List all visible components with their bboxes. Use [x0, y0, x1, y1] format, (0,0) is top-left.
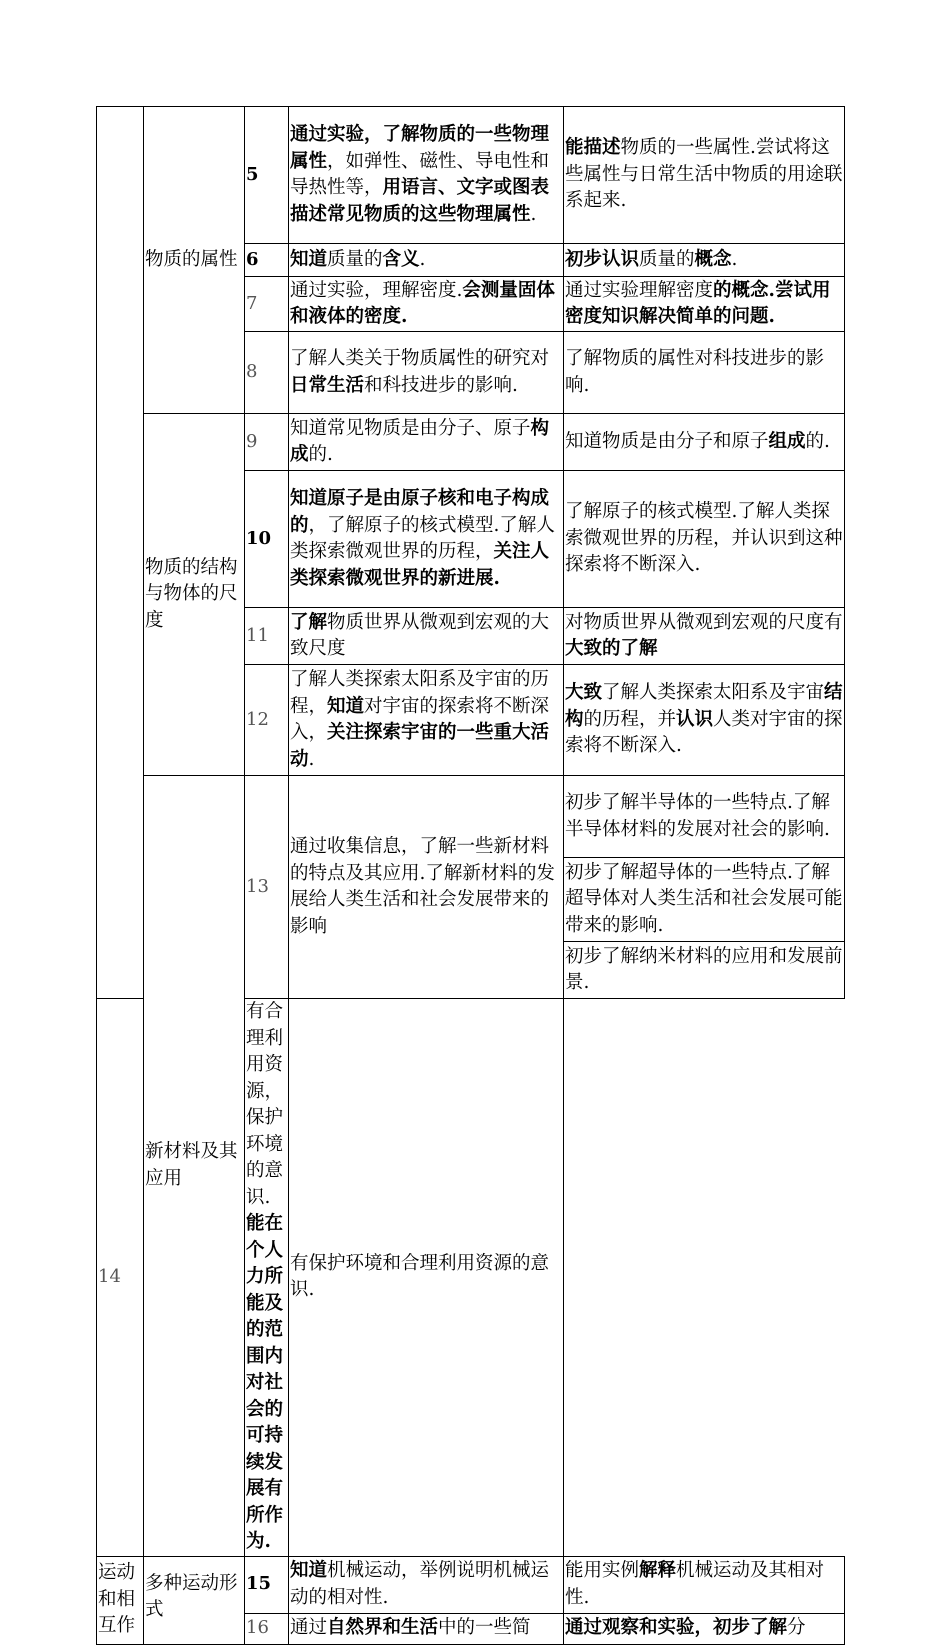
- bold-text: 大致的了解: [565, 638, 658, 659]
- left-cell: [289, 414, 564, 471]
- text-segment: 初步了解超导体的一些特点.了解超导体对人类生活和社会发展可能带来的影响.: [565, 861, 843, 936]
- row-number: 13: [245, 776, 289, 999]
- right-cell: [564, 277, 845, 332]
- bold-text: 了解: [290, 611, 328, 633]
- category-cell: [97, 1556, 144, 1644]
- bold-text: 构成: [290, 417, 550, 465]
- left-cell: [289, 471, 564, 608]
- left-cell: [289, 665, 564, 776]
- left-cell: [289, 608, 564, 665]
- bold-text: 知道: [290, 248, 328, 270]
- right-cell: [564, 414, 845, 471]
- text-segment: 初步了解半导体的一些特点.了解半导体材料的发展对社会的影响.: [565, 792, 830, 840]
- topic-label: 新材料及其应用: [145, 1141, 238, 1189]
- row-number: 16: [245, 1613, 289, 1644]
- text-segment: 知道物质是由分子和原子: [565, 430, 769, 452]
- row-number: 12: [245, 665, 289, 776]
- topic-cell: [144, 1556, 245, 1644]
- text-segment: 通过实验，理解密度.: [290, 279, 463, 301]
- bold-text: 知道: [290, 1560, 328, 1581]
- row-number: 10: [245, 471, 289, 608]
- right-cell: [289, 999, 564, 1557]
- bold-text: 初步认识: [565, 248, 640, 270]
- bold-text: 大致: [565, 682, 603, 704]
- table-row: [97, 1556, 845, 1613]
- left-cell: [289, 332, 564, 414]
- text-segment: ，了解原子的核式模型.了解人类探索微观世界的历程，: [290, 514, 555, 562]
- text-segment: 通过收集信息，了解一些新材料的特点及其应用.了解新材料的发展给人类生活和社会发展带来的影响: [290, 836, 555, 937]
- text-segment: .: [530, 203, 537, 225]
- text-segment: 人类对宇宙的探索将不断深入.: [565, 708, 843, 757]
- bold-text: 结构: [565, 682, 843, 730]
- right-cell: [564, 244, 845, 277]
- text-segment: 质量的: [639, 248, 695, 270]
- row-number: 11: [245, 608, 289, 665]
- text-segment: ，如弹性、磁性、导电性和导热性等，: [290, 150, 550, 198]
- row-number: 9: [245, 414, 289, 471]
- row-number: 7: [245, 277, 289, 332]
- bold-text: 自然界和生活: [327, 1617, 439, 1639]
- text-segment: 有保护环境和合理利用资源的意识.: [290, 1252, 550, 1301]
- text-segment: 对物质世界从微观到宏观的尺度有: [565, 611, 843, 633]
- bold-text: 知道: [327, 695, 365, 717]
- bold-text: 概念: [694, 248, 732, 270]
- category-label: 运动和相互作: [98, 1562, 136, 1637]
- text-segment: 机械运动，举例说明机械运动的相对性.: [290, 1560, 550, 1608]
- text-segment: 物质世界从微观到宏观的大致尺度: [290, 611, 550, 659]
- text-segment: 有合理利用资源，保护环境的意识.: [246, 1001, 284, 1208]
- text-segment: 分: [787, 1617, 806, 1639]
- text-segment: 通过实验理解密度: [565, 279, 714, 301]
- right-cell: [564, 332, 845, 414]
- bold-text: 含义: [382, 248, 420, 270]
- bold-text: 关注探索宇宙的一些重大活动: [290, 722, 550, 770]
- right-cell: [564, 942, 845, 999]
- right-cell: [564, 1613, 845, 1644]
- left-cell: [289, 1613, 564, 1644]
- text-segment: 的.: [308, 444, 333, 465]
- right-cell: [564, 608, 845, 665]
- table-row: [97, 107, 845, 244]
- right-cell: [564, 665, 845, 776]
- category-cell-empty: [97, 107, 144, 999]
- text-segment: .: [731, 248, 738, 270]
- left-cell: [245, 999, 289, 1557]
- table-row: [97, 776, 845, 858]
- text-segment: 了解原子的核式模型.了解人类探索微观世界的历程，并认识到这种探索将不断深入.: [565, 501, 843, 576]
- bold-text: 的概念.尝试用密度知识解决简单的问题.: [565, 279, 831, 327]
- bold-text: 通过观察和实验，初步了解: [565, 1617, 788, 1639]
- text-segment: 机械运动及其相对性.: [565, 1560, 825, 1608]
- row-number: 15: [245, 1556, 289, 1613]
- text-segment: 了解人类探索太阳系及宇宙的历程，: [290, 669, 550, 717]
- bold-text: 通过实验，了解物质的一些物理属性: [290, 124, 550, 172]
- row-number: 5: [245, 107, 289, 244]
- left-cell: [289, 244, 564, 277]
- text-segment: .: [419, 248, 426, 270]
- text-segment: 中的一些简: [438, 1617, 531, 1639]
- bold-text: 会测量固体和液体的密度.: [290, 279, 555, 327]
- table-row: [97, 414, 845, 471]
- bold-text: 日常生活: [290, 374, 365, 396]
- topic-cell: [144, 414, 245, 776]
- row-number: 14: [97, 999, 144, 1557]
- text-segment: 对宇宙的探索将不断深入，: [290, 695, 550, 743]
- topic-cell: [144, 107, 245, 414]
- right-cell: [564, 471, 845, 608]
- topic-label: 物质的结构与物体的尺度: [145, 556, 238, 631]
- curriculum-table: [96, 106, 845, 1645]
- text-segment: .: [308, 748, 315, 770]
- left-cell: [289, 107, 564, 244]
- row-number: 6: [245, 244, 289, 277]
- row-number: 8: [245, 332, 289, 414]
- right-cell: [564, 107, 845, 244]
- text-segment: 能用实例: [565, 1560, 640, 1581]
- right-cell: [564, 776, 845, 858]
- right-cell: [564, 1556, 845, 1613]
- text-segment: 初步了解纳米材料的应用和发展前景.: [565, 945, 843, 993]
- topic-cell: [144, 776, 245, 1557]
- left-cell: [289, 776, 564, 999]
- text-segment: 通过: [290, 1617, 328, 1639]
- text-segment: 质量的: [327, 248, 383, 270]
- text-segment: 和科技进步的影响.: [364, 374, 518, 396]
- bold-text: 组成: [768, 430, 806, 452]
- bold-text: 能描述: [565, 137, 621, 159]
- bold-text: 知道原子是由原子核和电子构成的: [290, 488, 550, 536]
- bold-text: 关注人类探索微观世界的新进展.: [290, 541, 550, 589]
- text-segment: 了解人类探索太阳系及宇宙: [602, 682, 825, 704]
- bold-text: 能在个人力所能及的范围内对社会的可持续发展有所作为.: [246, 1213, 284, 1552]
- topic-label: 多种运动形式: [145, 1572, 238, 1620]
- text-segment: 了解人类关于物质属性的研究对: [290, 348, 550, 369]
- text-segment: 的.: [805, 430, 830, 452]
- text-segment: 了解物质的属性对科技进步的影响.: [565, 348, 825, 396]
- bold-text: 用语言、文字或图表描述常见物质的这些物理属性: [290, 177, 550, 225]
- right-cell: [564, 858, 845, 942]
- text-segment: 的历程，并: [583, 708, 677, 730]
- text-segment: 物质的一些属性.尝试将这些属性与日常生活中物质的用途联系起来.: [565, 137, 843, 212]
- bold-text: 认识: [676, 708, 714, 730]
- topic-label: 物质的属性: [145, 248, 238, 270]
- bold-text: 解释: [639, 1560, 677, 1581]
- left-cell: [289, 1556, 564, 1613]
- text-segment: 知道常见物质是由分子、原子: [290, 417, 531, 439]
- left-cell: [289, 277, 564, 332]
